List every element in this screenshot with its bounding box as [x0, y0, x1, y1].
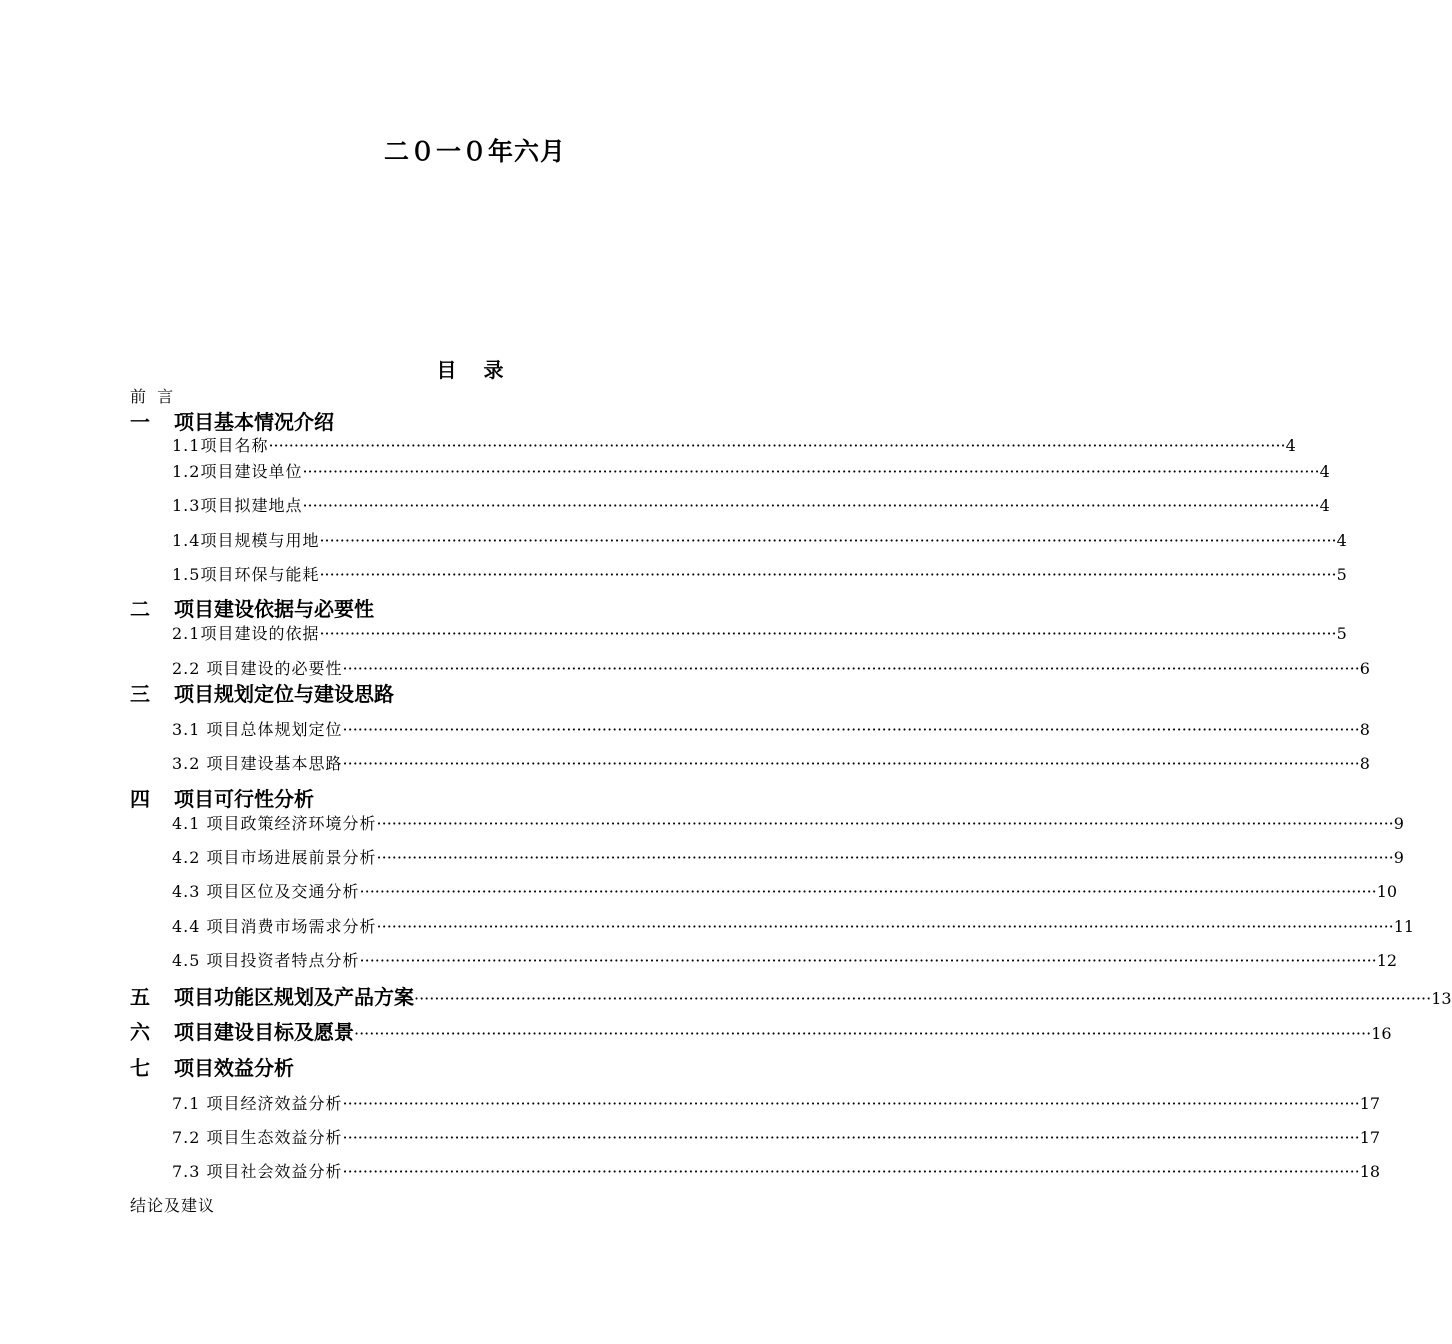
leader-dots: ········································································································································································································ — [302, 462, 1320, 481]
entry-label: 2.2 项目建设的必要性 — [172, 659, 343, 678]
toc-entry — [172, 562, 1347, 585]
chapter-title: 项目建设依据与必要性 — [174, 597, 374, 621]
leader-dots: ········································································································································································································ — [302, 496, 1320, 515]
toc-entry — [172, 914, 1415, 937]
leader-dots: ········································································································································································································ — [342, 1094, 1360, 1113]
entry-label: 4.5 项目投资者特点分析 — [172, 951, 360, 970]
leader-dots: ········································································································································································································ — [342, 1128, 1360, 1147]
entry-page: 4 — [1319, 496, 1330, 515]
toc-entry — [172, 493, 1330, 516]
entry-page: 9 — [1393, 848, 1404, 867]
entry-label: 7.2 项目生态效益分析 — [172, 1128, 343, 1147]
leader-dots: ········································································································································································································ — [359, 882, 1377, 901]
chapter-number: 一 — [130, 410, 150, 434]
entry-label: 1.2项目建设单位 — [172, 462, 303, 481]
chapter-number: 二 — [130, 597, 150, 621]
entry-label: 3.1 项目总体规划定位 — [172, 720, 343, 739]
entry-page: 4 — [1336, 531, 1347, 550]
toc-entry — [172, 1091, 1381, 1114]
chapter-number: 五 — [130, 985, 150, 1009]
entry-page: 4 — [1319, 462, 1330, 481]
entry-label: 2.1项目建设的依据 — [172, 624, 320, 643]
toc-chapter — [130, 981, 1452, 1010]
chapter-title: 项目建设目标及愿景 — [174, 1020, 354, 1044]
toc-entry — [172, 621, 1347, 644]
toc-chapter — [130, 783, 314, 812]
entry-page: 9 — [1393, 814, 1404, 833]
entry-label: 7.1 项目经济效益分析 — [172, 1094, 343, 1113]
chapter-label — [130, 981, 414, 1010]
chapter-title: 项目效益分析 — [174, 1056, 294, 1080]
entry-label: 4.1 项目政策经济环境分析 — [172, 814, 377, 833]
toc-entry — [172, 717, 1370, 740]
leader-dots: ········································································································································································································ — [359, 951, 1377, 970]
entry-page: 12 — [1376, 951, 1398, 970]
toc-title: 目 录 — [436, 358, 514, 382]
toc-conclusion: 结论及建议 — [130, 1196, 216, 1215]
entry-label: 4.3 项目区位及交通分析 — [172, 882, 360, 901]
toc-entry — [172, 879, 1398, 902]
chapter-page: 16 — [1371, 1024, 1392, 1043]
entry-label: 7.3 项目社会效益分析 — [172, 1162, 343, 1181]
entry-page: 8 — [1359, 720, 1370, 739]
entry-page: 10 — [1376, 882, 1398, 901]
entry-label: 1.1项目名称 — [172, 436, 269, 455]
leader-dots: ········································································································································································································ — [342, 1162, 1360, 1181]
document-date: 二０一０年六月 — [383, 137, 566, 166]
chapter-number: 四 — [130, 787, 150, 811]
leader-dots: ········································································································································································································ — [376, 848, 1394, 867]
chapter-title: 项目可行性分析 — [174, 787, 314, 811]
entry-label: 1.3项目拟建地点 — [172, 496, 303, 515]
leader-dots: ········································································································································································································ — [342, 659, 1360, 678]
entry-label: 3.2 项目建设基本思路 — [172, 754, 343, 773]
chapter-page: 13 — [1431, 989, 1452, 1008]
entry-page: 18 — [1359, 1162, 1381, 1181]
entry-page: 17 — [1359, 1128, 1381, 1147]
toc-entry — [172, 656, 1370, 679]
entry-page: 6 — [1359, 659, 1370, 678]
chapter-title: 项目功能区规划及产品方案 — [174, 985, 414, 1009]
chapter-title: 项目基本情况介绍 — [174, 410, 334, 434]
chapter-title: 项目规划定位与建设思路 — [174, 682, 394, 706]
toc-entry — [172, 948, 1398, 971]
toc-chapter — [130, 406, 334, 435]
entry-page: 8 — [1359, 754, 1370, 773]
leader-dots: ········································································································································································································ — [319, 531, 1337, 550]
entry-page: 5 — [1336, 624, 1347, 643]
leader-dots: ········································································································································································································ — [319, 624, 1337, 643]
toc-chapter — [130, 1052, 294, 1081]
entry-page: 11 — [1393, 917, 1415, 936]
chapter-label — [130, 1016, 354, 1045]
toc-entry — [172, 1125, 1381, 1148]
toc-chapter — [130, 678, 394, 707]
leader-dots: ········································································································································································································ — [342, 754, 1360, 773]
toc-entry — [172, 811, 1404, 834]
toc-entry — [172, 459, 1330, 482]
chapter-number: 七 — [130, 1056, 150, 1080]
toc-entry — [172, 1159, 1381, 1182]
leader-dots: ········································································································································································································ — [376, 814, 1394, 833]
leader-dots: ········································································································································································································ — [414, 989, 1432, 1008]
leader-dots: ········································································································································································································ — [354, 1024, 1372, 1043]
leader-dots: ········································································································································································································ — [376, 917, 1394, 936]
entry-page: 4 — [1285, 436, 1296, 455]
entry-label: 4.4 项目消费市场需求分析 — [172, 917, 377, 936]
chapter-number: 三 — [130, 682, 150, 706]
toc-chapter — [130, 1016, 1392, 1045]
toc-entry — [172, 528, 1347, 551]
toc-entry — [172, 751, 1370, 774]
toc-chapter — [130, 593, 374, 622]
leader-dots: ········································································································································································································ — [268, 436, 1286, 455]
entry-page: 5 — [1336, 565, 1347, 584]
entry-page: 17 — [1359, 1094, 1381, 1113]
entry-label: 1.4项目规模与用地 — [172, 531, 320, 550]
toc-entry — [172, 433, 1296, 456]
toc-entry — [172, 845, 1404, 868]
leader-dots: ········································································································································································································ — [319, 565, 1337, 584]
leader-dots: ········································································································································································································ — [342, 720, 1360, 739]
toc-preface: 前 言 — [130, 387, 177, 406]
entry-label: 4.2 项目市场进展前景分析 — [172, 848, 377, 867]
entry-label: 1.5项目环保与能耗 — [172, 565, 320, 584]
chapter-number: 六 — [130, 1020, 150, 1044]
